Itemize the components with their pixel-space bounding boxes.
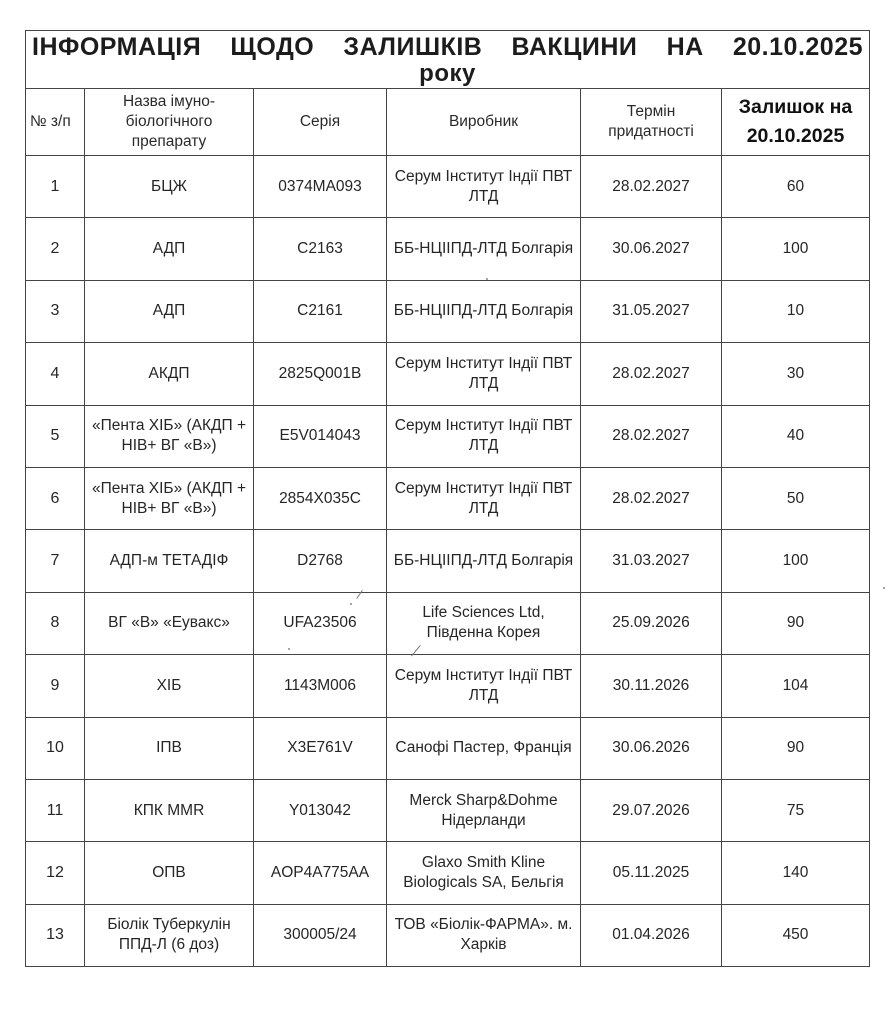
- cell-series: Y013042: [254, 779, 387, 841]
- cell-number: 12: [26, 842, 85, 904]
- cell-number: 3: [26, 280, 85, 342]
- cell-series: D2768: [254, 530, 387, 592]
- cell-expiry: 30.06.2027: [581, 218, 722, 280]
- title-line-2: року: [419, 60, 476, 87]
- cell-expiry: 31.05.2027: [581, 280, 722, 342]
- scan-dot: [288, 648, 290, 650]
- cell-expiry: 28.02.2027: [581, 405, 722, 467]
- cell-series: C2163: [254, 218, 387, 280]
- cell-expiry: 05.11.2025: [581, 842, 722, 904]
- cell-manufacturer: Серум Інститут Індії ПВТ ЛТД: [387, 156, 581, 218]
- cell-balance: 75: [722, 779, 870, 841]
- table-row: [26, 156, 870, 218]
- cell-expiry: 30.11.2026: [581, 655, 722, 717]
- cell-number: 5: [26, 405, 85, 467]
- cell-number: 9: [26, 655, 85, 717]
- cell-balance: 90: [722, 717, 870, 779]
- cell-series: 2854X035C: [254, 467, 387, 529]
- cell-name: ВГ «В» «Еувакс»: [85, 592, 254, 654]
- cell-name: АКДП: [85, 343, 254, 405]
- cell-expiry: 29.07.2026: [581, 779, 722, 841]
- cell-expiry: 01.04.2026: [581, 904, 722, 966]
- table-row: [26, 280, 870, 342]
- cell-balance: 100: [722, 218, 870, 280]
- cell-expiry: 30.06.2026: [581, 717, 722, 779]
- cell-series: 0374MA093: [254, 156, 387, 218]
- cell-manufacturer: ББ-НЦІІПД-ЛТД Болгарія: [387, 280, 581, 342]
- vaccine-stock-document: [25, 30, 869, 967]
- cell-name: БЦЖ: [85, 156, 254, 218]
- cell-number: 4: [26, 343, 85, 405]
- title-line-1: ІНФОРМАЦІЯ ЩОДО ЗАЛИШКІВ ВАКЦИНИ НА 20.10.2025: [32, 33, 863, 61]
- cell-series: AOP4A775AA: [254, 842, 387, 904]
- cell-number: 6: [26, 467, 85, 529]
- vaccine-stock-table: [25, 30, 870, 967]
- cell-name: КПК MMR: [85, 779, 254, 841]
- cell-number: 13: [26, 904, 85, 966]
- cell-balance: 40: [722, 405, 870, 467]
- cell-balance: 100: [722, 530, 870, 592]
- cell-number: 8: [26, 592, 85, 654]
- cell-name: ОПВ: [85, 842, 254, 904]
- cell-name: АДП-м ТЕТАДІФ: [85, 530, 254, 592]
- table-row: [26, 343, 870, 405]
- table-row: [26, 904, 870, 966]
- cell-manufacturer: Merck Sharp&Dohme Нідерланди: [387, 779, 581, 841]
- cell-manufacturer: ББ-НЦІІПД-ЛТД Болгарія: [387, 218, 581, 280]
- cell-name: «Пента ХІБ» (АКДП + НІВ+ ВГ «В»): [85, 467, 254, 529]
- scan-dot: [350, 603, 352, 605]
- cell-balance: 450: [722, 904, 870, 966]
- cell-manufacturer: ТОВ «Біолік-ФАРМА». м. Харків: [387, 904, 581, 966]
- cell-name: ІПВ: [85, 717, 254, 779]
- table-body: [26, 156, 870, 967]
- table-row: [26, 405, 870, 467]
- cell-series: X3E761V: [254, 717, 387, 779]
- cell-number: 7: [26, 530, 85, 592]
- scan-dot: [486, 278, 488, 280]
- header-number: № з/п: [26, 89, 85, 156]
- cell-manufacturer: Glaxo Smith Kline Biologicals SA, Бельгія: [387, 842, 581, 904]
- table-row: [26, 592, 870, 654]
- cell-manufacturer: Серум Інститут Індії ПВТ ЛТД: [387, 343, 581, 405]
- cell-expiry: 31.03.2027: [581, 530, 722, 592]
- table-row: [26, 530, 870, 592]
- table-row: [26, 779, 870, 841]
- table-row: [26, 467, 870, 529]
- cell-expiry: 25.09.2026: [581, 592, 722, 654]
- cell-number: 10: [26, 717, 85, 779]
- cell-balance: 60: [722, 156, 870, 218]
- header-expiry: Термін придатності: [581, 89, 722, 156]
- cell-balance: 140: [722, 842, 870, 904]
- cell-expiry: 28.02.2027: [581, 467, 722, 529]
- document-title: [26, 31, 870, 89]
- cell-expiry: 28.02.2027: [581, 156, 722, 218]
- cell-manufacturer: Серум Інститут Індії ПВТ ЛТД: [387, 405, 581, 467]
- cell-series: E5V014043: [254, 405, 387, 467]
- cell-manufacturer: Санофі Пастер, Франція: [387, 717, 581, 779]
- table-row: [26, 717, 870, 779]
- header-row: [26, 89, 870, 156]
- cell-manufacturer: Серум Інститут Індії ПВТ ЛТД: [387, 467, 581, 529]
- cell-series: 2825Q001B: [254, 343, 387, 405]
- header-name: Назва імуно-біологічного препарату: [85, 89, 254, 156]
- table-row: [26, 842, 870, 904]
- cell-manufacturer: ББ-НЦІІПД-ЛТД Болгарія: [387, 530, 581, 592]
- cell-name: «Пента ХІБ» (АКДП + НІВ+ ВГ «В»): [85, 405, 254, 467]
- cell-series: 300005/24: [254, 904, 387, 966]
- title-row: [26, 31, 870, 89]
- scan-dot: [883, 587, 885, 589]
- cell-number: 2: [26, 218, 85, 280]
- cell-manufacturer: Серум Інститут Індії ПВТ ЛТД: [387, 655, 581, 717]
- cell-manufacturer: Life Sciences Ltd, Південна Корея: [387, 592, 581, 654]
- cell-name: АДП: [85, 218, 254, 280]
- cell-number: 11: [26, 779, 85, 841]
- cell-balance: 10: [722, 280, 870, 342]
- cell-series: C2161: [254, 280, 387, 342]
- cell-expiry: 28.02.2027: [581, 343, 722, 405]
- cell-name: ХІБ: [85, 655, 254, 717]
- cell-balance: 30: [722, 343, 870, 405]
- cell-balance: 90: [722, 592, 870, 654]
- cell-balance: 104: [722, 655, 870, 717]
- header-series: Серія: [254, 89, 387, 156]
- header-balance: Залишок на 20.10.2025: [722, 89, 870, 156]
- table-row: [26, 218, 870, 280]
- cell-name: Біолік Туберкулін ППД-Л (6 доз): [85, 904, 254, 966]
- cell-series: 1143M006: [254, 655, 387, 717]
- cell-name: АДП: [85, 280, 254, 342]
- cell-number: 1: [26, 156, 85, 218]
- cell-balance: 50: [722, 467, 870, 529]
- header-manufacturer: Виробник: [387, 89, 581, 156]
- table-row: [26, 655, 870, 717]
- cell-series: UFA23506: [254, 592, 387, 654]
